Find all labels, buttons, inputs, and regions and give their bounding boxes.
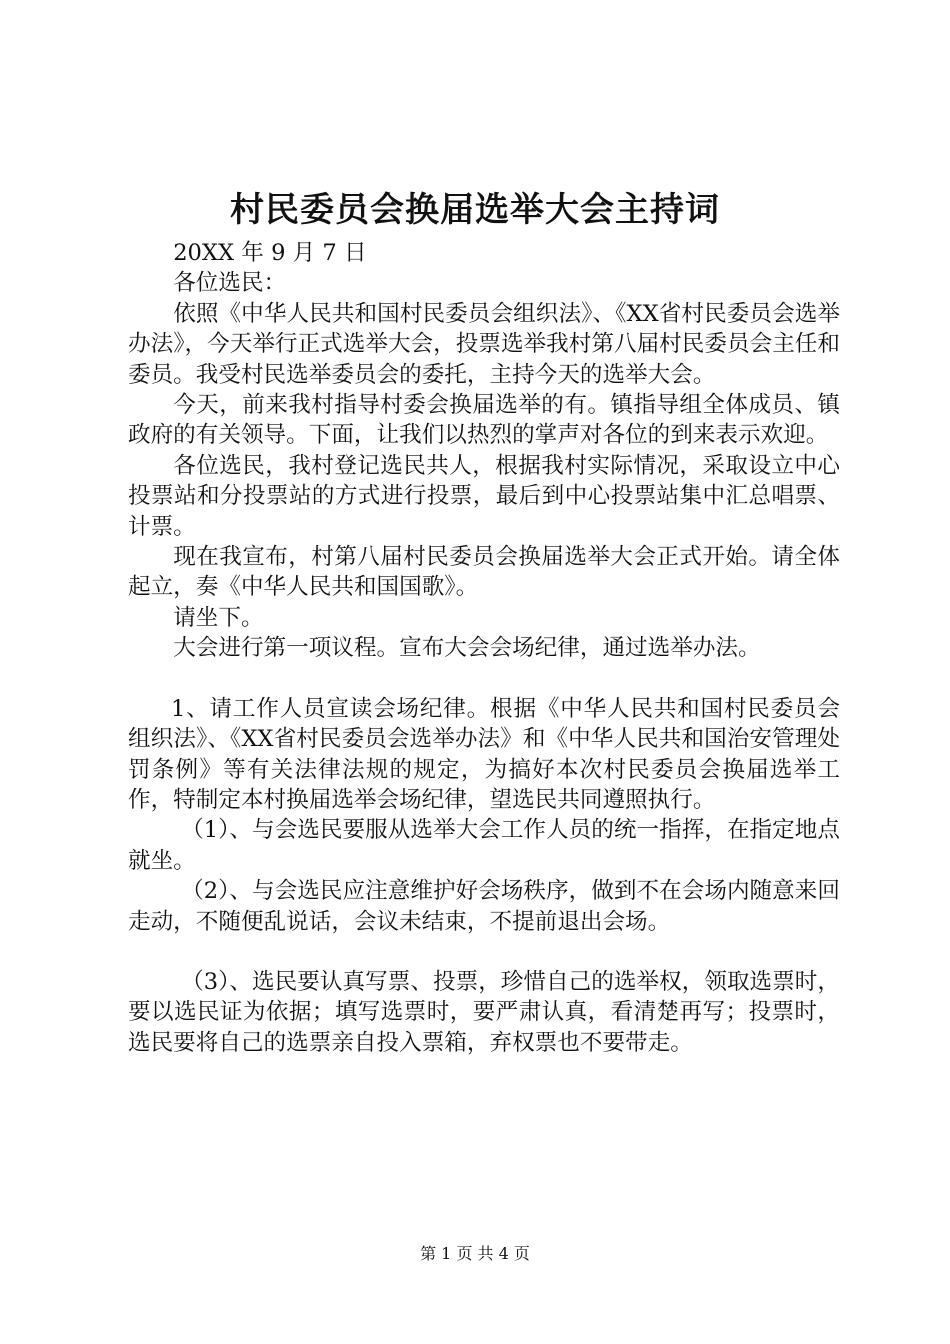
- page-footer: 第 1 页 共 4 页: [420, 1244, 530, 1263]
- paragraph: 现在我宣布，村第八届村民委员会换届选举大会正式开始。请全体起立，奏《中华人民共和国国歌》。: [128, 544, 840, 601]
- paragraph: 大会进行第一项议程。宣布大会会场纪律，通过选举办法。: [173, 635, 761, 662]
- paragraph: 今天，前来我村指导村委会换届选举的有。镇指导组全体成员、镇政府的有关领导。下面，让我们以热烈的掌声对各位的到来表示欢迎。: [128, 392, 840, 449]
- rule-item: （2）、与会选民应注意维护好会场秩序，做到不在会场内随意来回走动，不随便乱说话，会议未结束，不提前退出会场。: [128, 878, 840, 935]
- paragraph-spacer: [128, 937, 840, 967]
- paragraph: 各位选民，我村登记选民共人，根据我村实际情况，采取设立中心投票站和分投票站的方式进行投票，最后到中心投票站集中汇总唱票、计票。: [128, 452, 840, 540]
- paragraph: 依照《中华人民共和国村民委员会组织法》、《XX省村民委员会选举办法》，今天举行正式选举大会，投票选举我村第八届村民委员会主任和委员。我受村民选举委员会的委托，主持今天的选举大会。: [128, 300, 840, 388]
- paragraph-spacer: [128, 664, 840, 694]
- salutation: 各位选民：: [173, 270, 287, 297]
- document-title: 村民委员会换届选举大会主持词: [230, 190, 720, 230]
- paragraph: 请坐下。: [173, 604, 264, 631]
- numbered-item: 1、请工作人员宣读会场纪律。根据《中华人民共和国村民委员会组织法》、《XX省村民委员会选举办法》和《中华人民共和国治安管理处罚条例》等有关法律法规的规定，为搞好本次村民委员会换届选举工作，特制定本村换届选举会场纪律，望选民共同遵照执行。: [128, 695, 840, 813]
- rule-item: （3）、选民要认真写票、投票，珍惜自己的选举权，领取选票时，要以选民证为依据；填写选票时，要严肃认真，看清楚再写；投票时，选民要将自己的选票亲自投入票箱，弃权票也不要带走。: [128, 968, 840, 1056]
- date-line: 20XX 年 9 月 7 日: [173, 240, 367, 266]
- rule-item: （1）、与会选民要服从选举大会工作人员的统一指挥，在指定地点就坐。: [128, 817, 840, 874]
- document-body: [128, 238, 840, 1058]
